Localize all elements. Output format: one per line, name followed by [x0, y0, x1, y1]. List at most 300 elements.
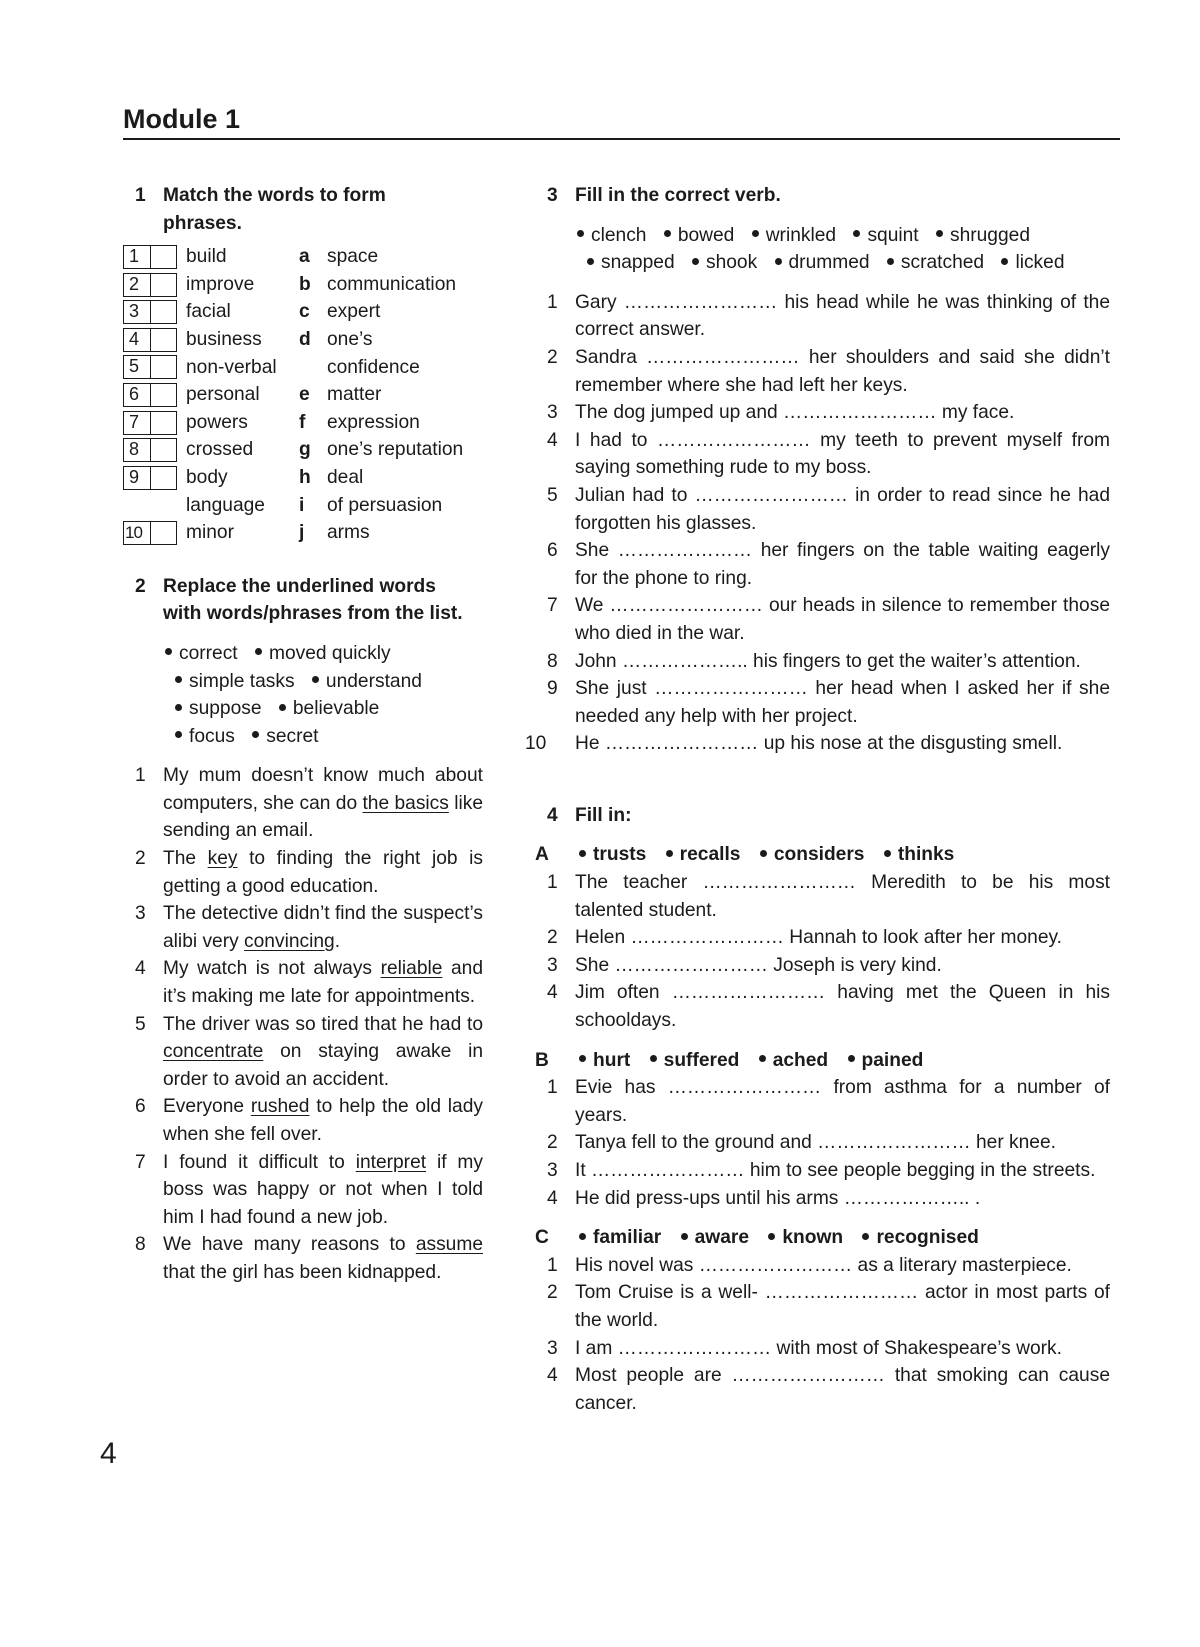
item-text: His novel was …………………… as a literary masterpiece.: [575, 1254, 1072, 1276]
option-letter: f: [299, 411, 306, 433]
word-option-text: snapped: [601, 252, 675, 274]
answer-slot[interactable]: [151, 439, 176, 461]
answer-slot[interactable]: [151, 301, 176, 323]
answer-slot: [150, 493, 177, 517]
answer-box[interactable]: [123, 521, 177, 545]
item-number: 1: [547, 1254, 558, 1276]
option-text: arms: [327, 522, 370, 544]
group-heading: [535, 841, 1110, 869]
underlined-word: rushed: [250, 1096, 310, 1118]
answer-slot[interactable]: [151, 274, 176, 296]
answer-box[interactable]: [123, 383, 177, 407]
bullet-icon: [587, 258, 594, 265]
word-list: [575, 222, 1110, 277]
word-option-text: understand: [325, 670, 422, 692]
item-number: 2: [135, 848, 146, 870]
item-text-before: We have many reasons to: [163, 1234, 416, 1256]
bullet-icon: [848, 1055, 855, 1062]
list-item: [535, 1074, 1110, 1129]
item-text: It …………………… him to see people begging in the streets.: [575, 1160, 1096, 1181]
item-text-after: to help the old lady when she fell over.: [163, 1096, 483, 1145]
exercise-2: [123, 573, 483, 1287]
match-row: [123, 519, 483, 547]
list-item: [535, 869, 1110, 924]
list-item: [535, 289, 1110, 344]
group-heading: [535, 1047, 1110, 1075]
word-option: [885, 252, 984, 273]
item-text: Tanya fell to the ground and …………………… her knee.: [575, 1132, 1056, 1154]
list-item: [535, 952, 1110, 980]
bullet-icon: [759, 1055, 766, 1062]
word-option-text: correct: [179, 642, 238, 664]
item-number: 9: [547, 678, 558, 700]
option-text: one’s reputation: [327, 439, 464, 461]
word-list: [163, 640, 483, 750]
item-text-before: I found it difficult to: [163, 1151, 356, 1173]
bullet-icon: [681, 1233, 688, 1240]
item-text: She ………………… her fingers on the table waiting eagerly for the phone to ring.: [575, 540, 1110, 589]
word-option-text: trusts: [593, 844, 647, 866]
answer-slot[interactable]: [151, 329, 176, 351]
item-text: John ……………….. his fingers to get the waiter’s attention.: [575, 650, 1081, 672]
match-word: facial: [186, 301, 231, 323]
item-text: [163, 1011, 483, 1094]
item-number: 1: [547, 291, 558, 313]
word-option-text: thinks: [897, 844, 955, 866]
item-number: 4: [547, 1187, 558, 1209]
bullet-icon: [175, 676, 182, 683]
underlined-word: assume: [415, 1234, 483, 1256]
answer-box[interactable]: [123, 245, 177, 269]
word-option: [173, 698, 262, 719]
list-item: [123, 1149, 483, 1232]
list-item: [123, 955, 483, 1010]
word-option: [250, 726, 318, 747]
match-word: language: [186, 494, 265, 516]
item-number: 4: [135, 958, 146, 980]
exercise-4: [535, 802, 1110, 1417]
list-item: [535, 1157, 1110, 1185]
list-item: [525, 730, 1110, 758]
match-row: [123, 409, 483, 437]
answer-box[interactable]: [123, 273, 177, 297]
option-letter: a: [299, 246, 310, 268]
item-number: 8: [135, 1234, 146, 1256]
item-number: [123, 493, 150, 517]
item-text: I am …………………… with most of Shakespeare’s work.: [575, 1337, 1062, 1359]
item-number: 3: [547, 1160, 558, 1181]
answer-box[interactable]: [123, 466, 177, 490]
fill-in-group: [535, 1047, 1110, 1213]
list-item: [123, 1093, 483, 1148]
list-item: [535, 1185, 1110, 1213]
exercise-instruction: Match the words to form phrases.: [163, 185, 386, 234]
underlined-word: convincing: [244, 930, 335, 952]
exercise-number: 3: [547, 185, 558, 206]
item-text-after: like sending an email.: [163, 792, 484, 842]
item-number: 4: [547, 1365, 558, 1387]
match-word: body: [186, 466, 228, 488]
word-option: [310, 671, 422, 692]
option-letter: j: [299, 522, 305, 544]
bullet-icon: [884, 850, 891, 857]
word-option: [750, 225, 836, 246]
underlined-word: interpret: [355, 1151, 427, 1173]
bullet-icon: [279, 704, 286, 711]
underlined-word: reliable: [380, 958, 443, 980]
item-text: [163, 900, 483, 955]
bullet-icon: [692, 258, 699, 265]
word-option: [690, 252, 757, 273]
item-number: 2: [547, 346, 558, 368]
item-number: 8: [124, 439, 151, 461]
match-row: [123, 243, 483, 271]
item-number: 4: [547, 429, 558, 451]
item-number: 6: [547, 540, 558, 562]
word-option: [844, 1050, 924, 1071]
option-text: matter: [327, 384, 382, 406]
list-item: [535, 1129, 1110, 1157]
word-option: [173, 726, 235, 747]
bullet-icon: [175, 704, 182, 711]
word-option-text: licked: [1015, 252, 1065, 274]
bullet-icon: [887, 258, 894, 265]
exercise-4-groups: [535, 841, 1110, 1417]
item-number: 7: [124, 412, 151, 434]
word-option-text: bowed: [677, 224, 735, 246]
match-word: personal: [186, 384, 260, 406]
item-number: 3: [547, 402, 558, 424]
match-row: [123, 298, 483, 326]
option-text: of persuasion: [327, 494, 443, 516]
item-text: [163, 1149, 483, 1232]
exercise-1-heading: [123, 182, 483, 237]
option-text: space: [327, 246, 379, 268]
option-text: expression: [327, 411, 420, 433]
bullet-icon: [579, 850, 586, 857]
item-number: 10: [124, 522, 151, 544]
match-table: [123, 243, 483, 547]
left-column: [123, 182, 483, 1287]
item-number: 4: [124, 329, 151, 351]
answer-box: [123, 493, 177, 517]
word-option: [756, 844, 865, 865]
item-number: 3: [135, 903, 146, 925]
item-number: 3: [547, 1337, 558, 1359]
group-label: A: [535, 844, 549, 866]
item-number: 9: [124, 467, 151, 489]
item-number: 3: [124, 301, 151, 323]
item-text-after: on staying awake in order to avoid an accident.: [163, 1041, 483, 1090]
list-item: [535, 537, 1110, 592]
word-option-text: shook: [705, 252, 758, 274]
item-text: We …………………… our heads in silence to remember those who died in the war.: [575, 595, 1110, 644]
item-text-before: My watch is not always: [163, 958, 381, 980]
item-text: I had to …………………… my teeth to prevent myself from saying something rude to my boss.: [575, 429, 1110, 479]
answer-slot[interactable]: [151, 384, 176, 406]
answer-box[interactable]: [123, 300, 177, 324]
answer-slot[interactable]: [151, 522, 176, 544]
list-item: [123, 845, 483, 900]
item-text: [163, 845, 483, 900]
item-text: [163, 762, 483, 845]
word-option-text: shrugged: [949, 224, 1030, 246]
item-number: 5: [124, 356, 151, 378]
word-option: [773, 252, 870, 273]
exercise-2-items: [123, 762, 483, 1286]
title-divider: [123, 138, 1120, 140]
word-option-text: wrinkled: [765, 224, 837, 246]
bullet-icon: [862, 1233, 869, 1240]
match-word: build: [186, 246, 227, 268]
option-letter: g: [299, 439, 311, 461]
answer-box[interactable]: [123, 355, 177, 379]
group-label: B: [535, 1049, 549, 1071]
underlined-word: the basics: [362, 792, 449, 814]
word-option: [851, 225, 918, 246]
item-number: 5: [135, 1013, 146, 1035]
option-text: expert: [327, 301, 381, 323]
word-option-text: considers: [773, 844, 865, 866]
option-letter: b: [299, 273, 311, 295]
bullet-icon: [768, 1233, 775, 1240]
group-word-list: [575, 1047, 923, 1075]
bullet-icon: [853, 230, 860, 237]
list-item: [123, 900, 483, 955]
word-option-text: recognised: [876, 1227, 979, 1249]
word-option: [253, 643, 391, 664]
word-option-text: believable: [292, 698, 380, 720]
list-item: [535, 427, 1110, 482]
item-text-after: if my boss was happy or not when I told him I had found a new job.: [163, 1151, 483, 1228]
word-option-text: aware: [694, 1227, 750, 1249]
word-option-text: suppose: [189, 698, 262, 720]
exercise-instruction: Fill in the correct verb.: [575, 185, 781, 206]
bullet-icon: [252, 731, 259, 738]
page-number: 4: [100, 1437, 117, 1470]
exercise-instruction: Replace the underlined words with words/phrases from the list.: [163, 575, 463, 625]
exercise-number: 4: [547, 804, 558, 826]
item-number: 2: [547, 1132, 558, 1154]
word-option-text: drummed: [788, 252, 870, 274]
item-number: 3: [547, 954, 558, 976]
word-option-text: scratched: [900, 252, 985, 274]
list-item: [535, 344, 1110, 399]
item-text-after: and it’s making me late for appointments.: [163, 958, 483, 1008]
fill-in-group: [535, 1224, 1110, 1417]
answer-slot[interactable]: [151, 412, 176, 434]
answer-box[interactable]: [123, 438, 177, 462]
word-option: [163, 643, 238, 664]
match-row: [123, 464, 483, 492]
exercise-1: [123, 182, 483, 547]
match-word: powers: [186, 411, 248, 433]
exercise-2-heading: [123, 573, 483, 628]
item-text: She just …………………… her head when I asked her if she needed any help with her project.: [575, 678, 1110, 727]
underlined-word: key: [207, 848, 238, 870]
item-text: The dog jumped up and …………………… my face.: [575, 402, 1015, 424]
item-number: 7: [135, 1151, 146, 1173]
item-text: Julian had to …………………… in order to read since he had forgotten his glasses.: [575, 484, 1110, 534]
item-text-after: to finding the right job is getting a good education.: [163, 848, 483, 897]
exercise-3: [525, 182, 1110, 758]
word-option: [858, 1227, 978, 1248]
exercise-instruction: Fill in:: [575, 804, 632, 826]
item-text: She …………………… Joseph is very kind.: [575, 954, 942, 976]
word-option: [575, 1050, 630, 1071]
item-number: 2: [547, 927, 558, 949]
item-number: 6: [135, 1096, 146, 1118]
match-row: [123, 354, 483, 382]
word-option-text: moved quickly: [268, 642, 391, 664]
match-word: improve: [186, 273, 255, 295]
exercise-number: 1: [135, 185, 146, 206]
item-number: 1: [547, 1077, 558, 1099]
word-option-text: squint: [867, 224, 919, 246]
item-text: The teacher …………………… Meredith to be his most talented student.: [575, 872, 1110, 921]
bullet-icon: [579, 1055, 586, 1062]
list-item: [123, 762, 483, 845]
group-items: [535, 869, 1110, 1035]
word-option: [999, 252, 1064, 273]
list-item: [535, 592, 1110, 647]
option-letter: e: [299, 384, 310, 406]
list-item: [535, 399, 1110, 427]
item-text: Sandra …………………… her shoulders and said she didn’t remember where she had left her keys.: [575, 346, 1110, 396]
bullet-icon: [666, 850, 673, 857]
match-word: non-verbal: [186, 356, 277, 378]
match-row: [123, 492, 483, 520]
word-option-text: simple tasks: [189, 670, 295, 692]
list-item: [535, 1335, 1110, 1363]
word-option: [880, 844, 955, 865]
match-word: minor: [186, 522, 234, 544]
word-option-text: focus: [189, 725, 235, 747]
answer-box[interactable]: [123, 328, 177, 352]
fill-in-group: [535, 841, 1110, 1034]
item-text-before: The driver was so tired that he had to: [163, 1013, 483, 1035]
option-text: one’s: [327, 328, 373, 350]
word-option-text: hurt: [593, 1049, 631, 1071]
option-letter: i: [299, 494, 305, 516]
bullet-icon: [165, 648, 172, 655]
item-text-before: Everyone: [163, 1096, 251, 1118]
match-word: business: [186, 328, 262, 350]
word-option-text: suffered: [663, 1049, 740, 1071]
option-letter: d: [299, 328, 311, 350]
answer-box[interactable]: [123, 411, 177, 435]
item-text: He did press-ups until his arms ……………….. .: [575, 1187, 981, 1209]
underlined-word: concentrate: [163, 1041, 264, 1063]
right-column: [525, 182, 1110, 1425]
option-letter: h: [299, 466, 311, 488]
bullet-icon: [650, 1055, 657, 1062]
exercise-3-heading: [535, 182, 1110, 210]
word-option-text: known: [782, 1227, 844, 1249]
word-option: [934, 225, 1030, 246]
item-text-after: that the girl has been kidnapped.: [163, 1261, 442, 1283]
word-option: [764, 1227, 843, 1248]
item-text: [163, 1093, 483, 1148]
word-option-text: familiar: [593, 1227, 662, 1249]
list-item: [535, 1362, 1110, 1417]
word-option: [277, 698, 379, 719]
match-row: [123, 381, 483, 409]
item-text: Gary …………………… his head while he was thinking of the correct answer.: [575, 291, 1110, 341]
match-row: [123, 326, 483, 354]
item-text: Tom Cruise is a well- …………………… actor in most parts of the world.: [575, 1282, 1110, 1331]
word-option: [575, 225, 646, 246]
item-number: 7: [547, 595, 558, 617]
group-heading: [535, 1224, 1110, 1252]
exercise-4-heading: [535, 802, 1110, 830]
word-option-text: clench: [591, 224, 647, 246]
item-text: Jim often …………………… having met the Queen in his schooldays.: [575, 982, 1110, 1032]
item-number: 4: [547, 982, 558, 1004]
word-option-text: ached: [772, 1049, 829, 1071]
match-word: crossed: [186, 439, 254, 461]
answer-slot[interactable]: [151, 246, 176, 268]
list-item: [535, 675, 1110, 730]
word-option: [662, 225, 735, 246]
bullet-icon: [760, 850, 767, 857]
bullet-icon: [1001, 258, 1008, 265]
word-option-text: recalls: [679, 844, 741, 866]
answer-slot[interactable]: [151, 467, 176, 489]
exercise-3-items: [525, 289, 1110, 758]
item-text-after: .: [334, 930, 341, 952]
bullet-icon: [175, 731, 182, 738]
word-option: [173, 671, 295, 692]
item-text-before: The detective didn’t find the suspect’s alibi very: [163, 903, 483, 952]
bullet-icon: [664, 230, 671, 237]
bullet-icon: [312, 676, 319, 683]
item-text: [163, 1231, 483, 1286]
word-option: [575, 1227, 661, 1248]
option-text: communication: [327, 273, 457, 295]
word-option: [755, 1050, 828, 1071]
list-item: [535, 1252, 1110, 1280]
bullet-icon: [577, 230, 584, 237]
item-number: 10: [525, 733, 547, 755]
answer-slot[interactable]: [151, 356, 176, 378]
option-letter: c: [299, 301, 310, 323]
item-text-before: The: [163, 848, 208, 870]
group-label: C: [535, 1227, 549, 1249]
match-row: [123, 271, 483, 299]
word-option: [585, 252, 675, 273]
item-text: Most people are …………………… that smoking can cause cancer.: [575, 1365, 1110, 1414]
word-option-text: pained: [861, 1049, 924, 1071]
bullet-icon: [579, 1233, 586, 1240]
bullet-icon: [936, 230, 943, 237]
item-number: 6: [124, 384, 151, 406]
bullet-icon: [255, 648, 262, 655]
group-items: [535, 1252, 1110, 1418]
list-item: [535, 979, 1110, 1034]
group-items: [535, 1074, 1110, 1212]
word-option: [677, 1227, 749, 1248]
bullet-icon: [775, 258, 782, 265]
list-item: [535, 924, 1110, 952]
item-text: Evie has …………………… from asthma for a number of years.: [575, 1077, 1110, 1126]
option-text: confidence: [327, 356, 420, 378]
word-option: [646, 1050, 740, 1071]
item-number: 8: [547, 650, 558, 672]
exercise-number: 2: [135, 575, 146, 597]
list-item: [535, 482, 1110, 537]
item-number: 1: [135, 765, 146, 787]
